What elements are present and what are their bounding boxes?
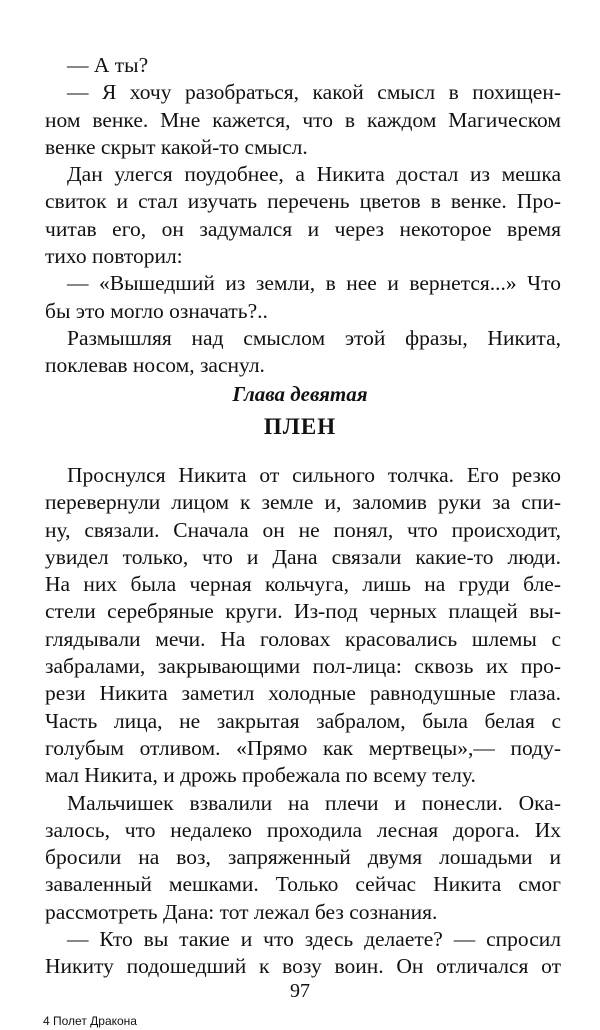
text-line: рези Никита заметил холодные равнодушные глаза. — [45, 681, 561, 706]
text-line: бы это могло означать?.. — [45, 298, 268, 323]
text-line: Дан улегся поудобнее, а Никита достал из мешка — [67, 162, 561, 187]
text-line: залось, что недалеко проходила лесная дорога. Их — [45, 817, 561, 842]
text-line: Проснулся Никита от сильного толчка. Его резко — [67, 463, 561, 487]
text-line: голубым отливом. «Прямо как мертвецы»,— поду- — [45, 735, 561, 760]
page-body — [43, 52, 561, 1028]
text-line: тихо повторил: — [45, 244, 183, 269]
text-line: забралами, закрывающими пол-лица: сквозь их про- — [45, 654, 561, 679]
text-line: венке скрыт какой-то смысл. — [45, 134, 308, 159]
text-line: ну, связали. Сначала он не понял, что происходит, — [45, 517, 561, 542]
chapter-title: ПЛЕН — [263, 414, 337, 439]
page-number: 97 — [290, 980, 310, 1002]
text-line: рассмотреть Дана: тот лежал без сознания. — [45, 899, 438, 924]
text-block-1 — [45, 52, 561, 380]
text-line: читав его, он задумался и через некоторое время — [45, 216, 561, 241]
text-line: — А ты? — [67, 53, 149, 77]
text-line: перевернули лицом к земле и, заломив руки за спи- — [45, 490, 561, 515]
text-line: поклевав носом, заснул. — [45, 353, 265, 378]
footer-signature: 4 Полет Дракона — [43, 1014, 137, 1028]
text-line: Никиту подошедший к возу воин. Он отличался от — [45, 954, 561, 979]
chapter-label: Глава девятая — [232, 382, 368, 406]
text-line: Часть лица, не закрытая забралом, была белая с — [45, 708, 561, 733]
text-line: бросили на воз, запряженный двумя лошадьми и — [45, 845, 561, 870]
text-line: глядывали мечи. На головах красовались шлемы с — [45, 626, 561, 651]
text-line: заваленный мешками. Только сейчас Никита смог — [45, 872, 561, 897]
text-line: — Кто вы такие и что здесь делаете? — спросил — [67, 927, 561, 952]
text-line: стели серебряные круги. Из-под черных плащей вы- — [45, 599, 561, 624]
text-line: Размышляя над смыслом этой фразы, Никита, — [67, 325, 561, 350]
text-line: Мальчишек взвалили на плечи и понесли. Ока- — [67, 790, 561, 815]
text-line: ном венке. Мне кажется, что в каждом Магическом — [45, 107, 561, 132]
text-line: — Я хочу разобраться, какой смысл в похищен- — [67, 80, 561, 105]
text-line: свиток и стал изучать перечень цветов в венке. Про- — [45, 189, 561, 214]
text-line: На них была черная кольчуга, лишь на груди бле- — [45, 572, 561, 597]
text-line: мал Никита, и дрожь пробежала по всему телу. — [45, 763, 476, 788]
text-block-2 — [45, 462, 561, 981]
text-line: — «Вышедший из земли, в нее и вернется...» Что — [67, 271, 561, 296]
text-line: увидел только, что и Дана связали какие-то люди. — [45, 544, 561, 569]
